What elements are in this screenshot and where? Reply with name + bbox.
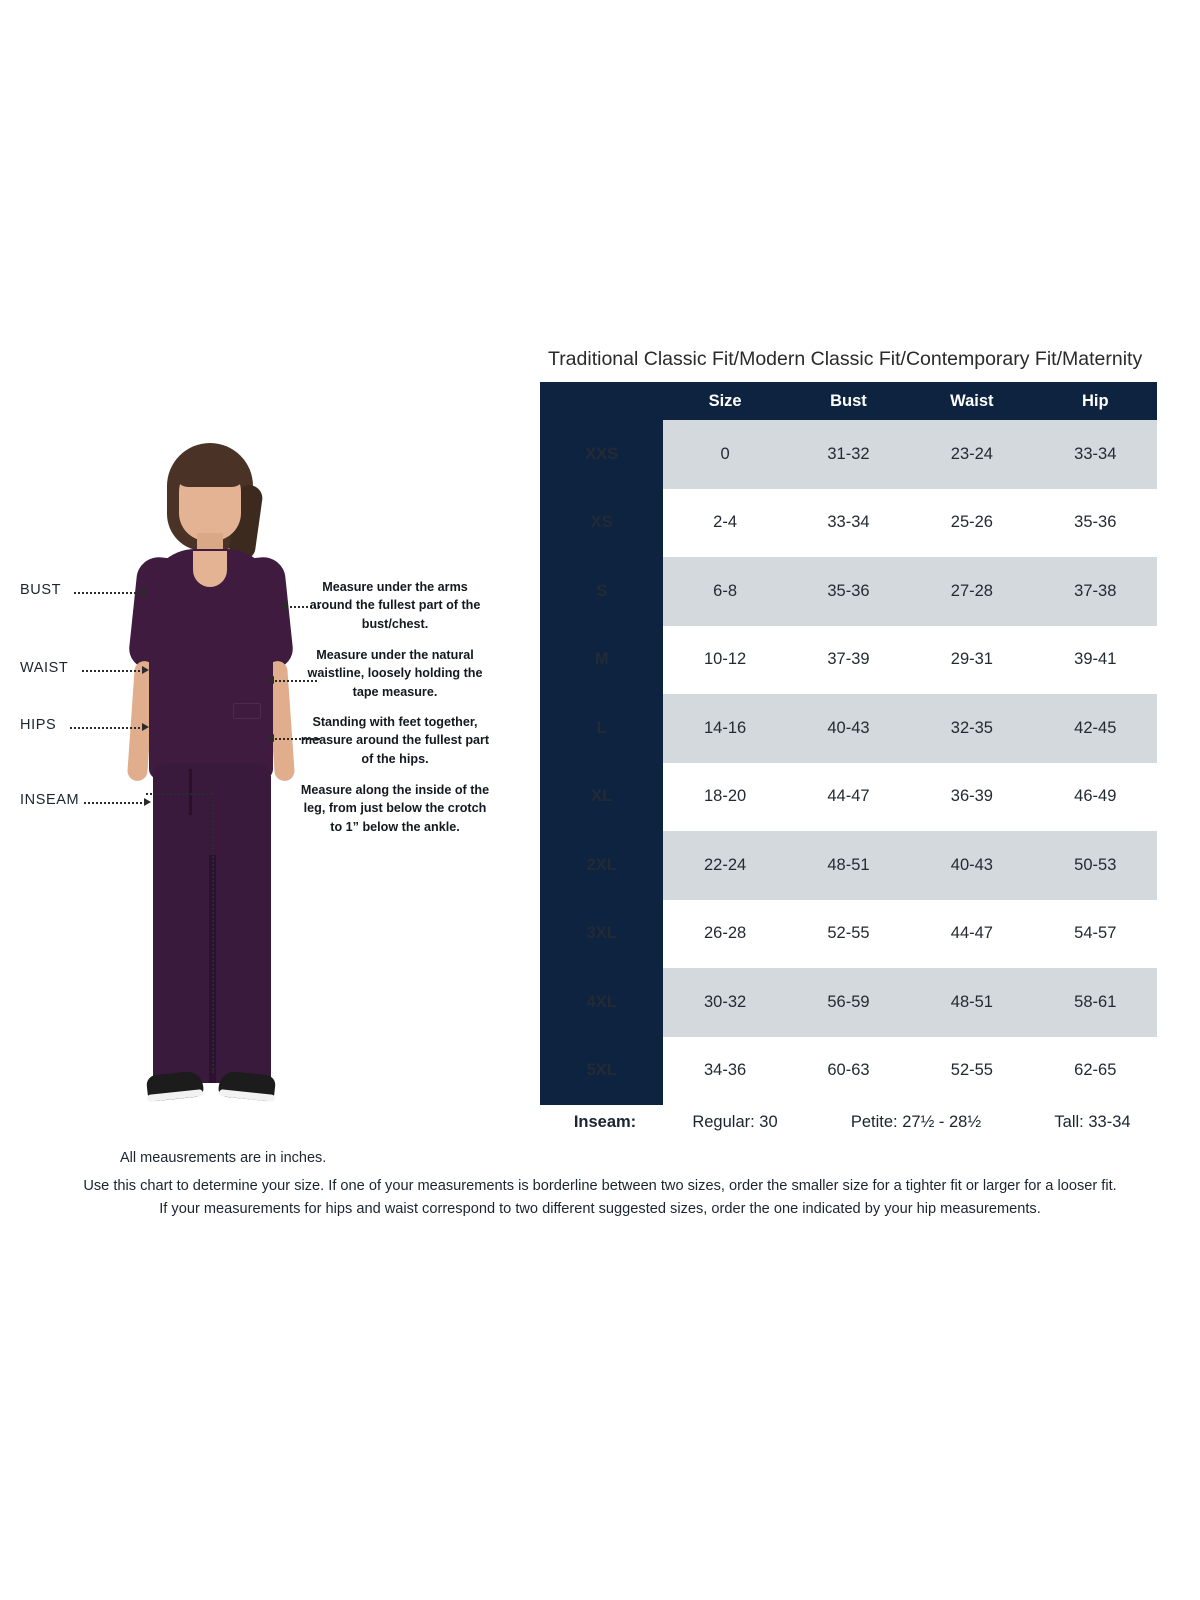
cell-waist: 36-39 <box>910 763 1033 832</box>
cell-waist: 25-26 <box>910 489 1033 558</box>
table-row <box>540 968 1157 1037</box>
arrow-inseam <box>144 798 151 806</box>
hair-front-shape <box>175 447 245 487</box>
table-row <box>540 626 1157 695</box>
cell-waist: 29-31 <box>910 626 1033 695</box>
arrow-waist-right <box>267 676 274 684</box>
description-hips: Standing with feet together, measure around the fullest part of the hips. <box>300 715 490 766</box>
cell-hip: 58-61 <box>1034 968 1157 1037</box>
table-header-row <box>540 382 1157 420</box>
label-hips: HIPS <box>20 717 57 733</box>
cell-bust: 37-39 <box>787 626 910 695</box>
row-label-5xl: 5XL <box>540 1037 663 1106</box>
table-header <box>540 382 1157 420</box>
cell-hip: 54-57 <box>1034 900 1157 969</box>
cell-size: 18-20 <box>663 763 786 832</box>
cell-hip: 37-38 <box>1034 557 1157 626</box>
description-bust: Measure under the arms around the fullest part of the bust/chest. <box>309 580 481 631</box>
leader-line-waist-left <box>82 670 144 672</box>
column-header-hip: Hip <box>1034 382 1157 420</box>
cell-size: 6-8 <box>663 557 786 626</box>
arrow-hips-right <box>267 734 274 742</box>
cell-waist: 48-51 <box>910 968 1033 1037</box>
cell-size: 10-12 <box>663 626 786 695</box>
column-header-size: Size <box>663 382 786 420</box>
row-label-4xl: 4XL <box>540 968 663 1037</box>
pocket-shape <box>233 703 261 719</box>
row-label-3xl: 3XL <box>540 900 663 969</box>
cell-hip: 50-53 <box>1034 831 1157 900</box>
arrow-bust-left <box>142 588 149 596</box>
units-note: All meausrements are in inches. <box>120 1150 327 1166</box>
table-row <box>540 831 1157 900</box>
inseam-summary-row <box>540 1095 1157 1153</box>
cell-hip: 46-49 <box>1034 763 1157 832</box>
arrow-bust-right <box>280 602 287 610</box>
leader-line-bust-left <box>74 592 144 594</box>
row-label-xl: XL <box>540 763 663 832</box>
cell-waist: 40-43 <box>910 831 1033 900</box>
inseam-tall: Tall: 33-34 <box>1054 1113 1131 1131</box>
cell-hip: 33-34 <box>1034 420 1157 489</box>
row-label-s: S <box>540 557 663 626</box>
row-label-xxs: XXS <box>540 420 663 489</box>
row-label-l: L <box>540 694 663 763</box>
cell-bust: 60-63 <box>787 1037 910 1106</box>
column-header-bust: Bust <box>787 382 910 420</box>
table-body <box>540 420 1157 1105</box>
cell-bust: 52-55 <box>787 900 910 969</box>
description-inseam: Measure along the inside of the leg, from just below the crotch to 1” below the ankle. <box>300 783 490 834</box>
cell-size: 0 <box>663 420 786 489</box>
row-label-xs: XS <box>540 489 663 558</box>
cell-waist: 32-35 <box>910 694 1033 763</box>
cell-size: 2-4 <box>663 489 786 558</box>
cell-size: 14-16 <box>663 694 786 763</box>
table-row <box>540 557 1157 626</box>
cell-size: 30-32 <box>663 968 786 1037</box>
cell-bust: 48-51 <box>787 831 910 900</box>
cell-waist: 44-47 <box>910 900 1033 969</box>
inseam-label: Inseam: <box>573 1113 637 1131</box>
cell-bust: 33-34 <box>787 489 910 558</box>
table-row <box>540 900 1157 969</box>
arrow-waist-left <box>142 666 149 674</box>
cell-bust: 56-59 <box>787 968 910 1037</box>
inseam-petite: Petite: 27½ - 28½ <box>850 1113 982 1131</box>
table-row <box>540 489 1157 558</box>
size-chart-table <box>540 382 1157 1105</box>
inseam-vertical-line <box>212 793 214 1073</box>
cell-hip: 35-36 <box>1034 489 1157 558</box>
footer-line-2: If your measurements for hips and waist correspond to two different suggested sizes, order the one indicated by your hip measurements. <box>159 1200 1041 1217</box>
measurement-diagram <box>0 410 510 1170</box>
label-bust: BUST <box>20 582 62 598</box>
inseam-regular: Regular: 30 <box>692 1113 778 1131</box>
cell-hip: 42-45 <box>1034 694 1157 763</box>
column-header-waist: Waist <box>910 382 1033 420</box>
table-row <box>540 694 1157 763</box>
cell-hip: 62-65 <box>1034 1037 1157 1106</box>
arrow-hips-left <box>142 723 149 731</box>
label-waist: WAIST <box>20 660 69 676</box>
cell-waist: 23-24 <box>910 420 1033 489</box>
cell-waist: 27-28 <box>910 557 1033 626</box>
neckline-shape <box>193 551 227 587</box>
cell-size: 22-24 <box>663 831 786 900</box>
inseam-top-bracket <box>146 793 212 795</box>
cell-bust: 35-36 <box>787 557 910 626</box>
cell-waist: 52-55 <box>910 1037 1033 1106</box>
cell-hip: 39-41 <box>1034 626 1157 695</box>
description-waist: Measure under the natural waistline, loosely holding the tape measure. <box>307 648 483 699</box>
cell-size: 34-36 <box>663 1037 786 1106</box>
footer-note <box>0 1175 1200 1220</box>
label-inseam: INSEAM <box>20 792 80 808</box>
cell-bust: 31-32 <box>787 420 910 489</box>
drawstring-shape <box>189 769 192 815</box>
cell-bust: 44-47 <box>787 763 910 832</box>
row-label-m: M <box>540 626 663 695</box>
cell-bust: 40-43 <box>787 694 910 763</box>
column-header-blank <box>540 382 663 420</box>
leader-line-hips-left <box>70 727 144 729</box>
row-label-2xl: 2XL <box>540 831 663 900</box>
table-title: Traditional Classic Fit/Modern Classic Fit/Contemporary Fit/Maternity <box>548 348 1143 370</box>
table-row <box>540 420 1157 489</box>
table-row <box>540 763 1157 832</box>
cell-size: 26-28 <box>663 900 786 969</box>
leader-line-inseam <box>84 802 146 804</box>
footer-line-1: Use this chart to determine your size. If one of your measurements is borderline between two sizes, order the smaller size for a tighter fit or larger for a looser fit. <box>83 1178 1117 1194</box>
